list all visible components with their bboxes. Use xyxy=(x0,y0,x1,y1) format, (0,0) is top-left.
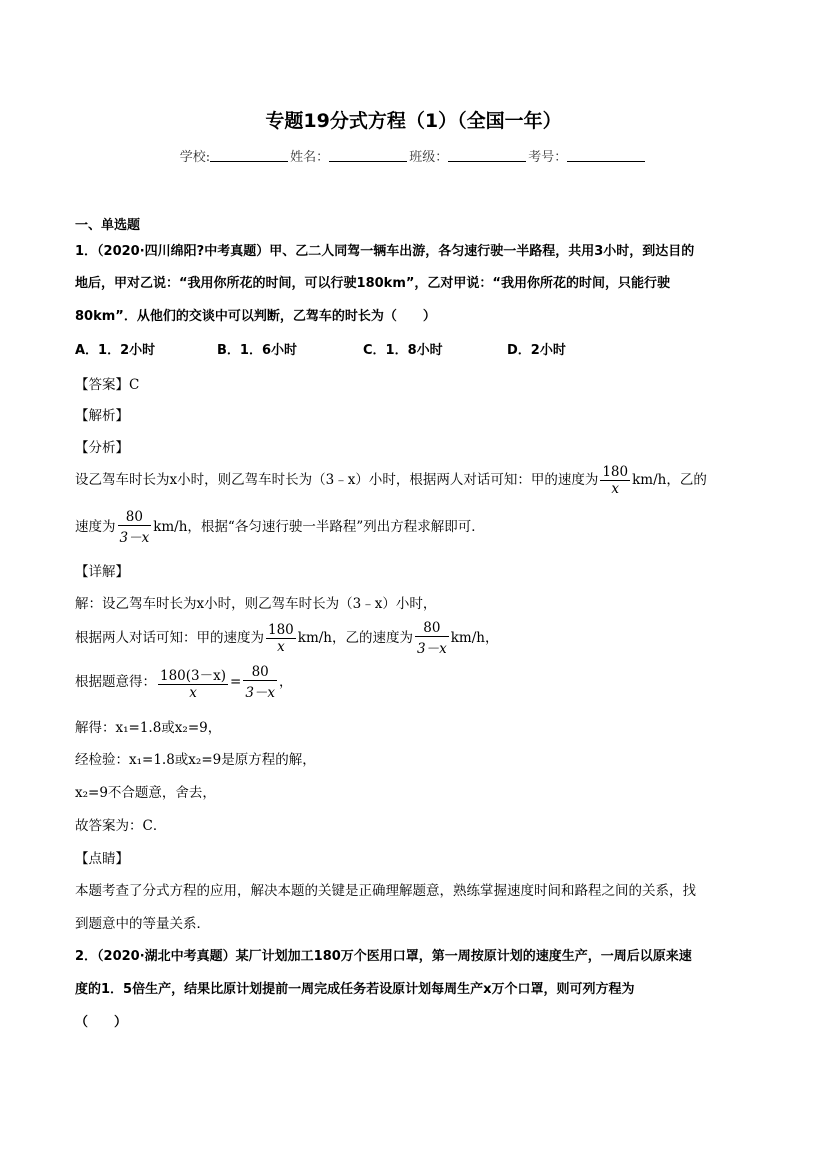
q1-text-line-2: 地后，甲对乙说：“我用你所花的时间，可以行驶180km”，乙对甲说：“我用你所花的时间，只能行驶 xyxy=(75,276,670,291)
q1-detail-text-b: km/h，乙的速度为 xyxy=(297,630,414,646)
q1-detail-text-c: km/h， xyxy=(450,630,499,646)
q1-option-a: A．1．2小时 xyxy=(75,343,156,358)
q1-fenxi-label: 【分析】 xyxy=(75,440,129,456)
q1-fenxi-line-2 xyxy=(75,509,485,546)
fraction-denominator: 3－x xyxy=(415,636,449,657)
fraction-numerator: 180 xyxy=(268,622,294,638)
fraction-180-over-x xyxy=(266,622,296,655)
section-heading: 一、单选题 xyxy=(75,218,141,233)
q1-options xyxy=(75,339,566,358)
q1-text-line-3: 80km”．从他们的交谈中可以判断，乙驾车的时长为（ ） xyxy=(75,309,436,324)
name-label: 姓名： xyxy=(290,150,330,165)
q1-detail-line-6: x₂=9不合题意，舍去， xyxy=(75,785,216,801)
q2-text-line-3: （ ） xyxy=(75,1015,128,1030)
student-info-line xyxy=(0,146,827,165)
q1-comment-label: 【点睛】 xyxy=(75,851,129,867)
fraction-equation-left xyxy=(158,664,228,701)
q1-detail-line-3 xyxy=(75,664,293,701)
exam-number-label: 考号： xyxy=(528,150,568,165)
class-blank[interactable] xyxy=(448,149,526,162)
q1-detail-text-e: ， xyxy=(279,674,293,690)
class-label: 班级： xyxy=(409,150,449,165)
q1-option-d: D．2小时 xyxy=(507,343,566,358)
q1-detail-line-4: 解得：x₁=1.8或x₂=9， xyxy=(75,720,222,736)
school-label: 学校: xyxy=(179,150,211,165)
fraction-denominator: x xyxy=(600,480,630,497)
q1-detail-line-7: 故答案为：C． xyxy=(75,818,167,834)
fraction-numerator: 180(3－x) xyxy=(160,668,227,684)
q1-detail-text-d: 根据题意得： xyxy=(75,674,156,690)
q1-detail-label: 【详解】 xyxy=(75,564,129,580)
fraction-numerator: 80 xyxy=(423,620,441,636)
q1-fenxi-text-d: km/h，根据“各匀速行驶一半路程”列出方程求解即可． xyxy=(153,519,485,535)
equals-sign: = xyxy=(230,674,242,690)
q1-answer: 【答案】C xyxy=(75,377,140,393)
fraction-180-over-x xyxy=(600,464,630,497)
fraction-numerator: 80 xyxy=(125,509,143,525)
q1-text-line-1: 1．（2020·四川绵阳?中考真题）甲、乙二人同驾一辆车出游，各匀速行驶一半路程，共用3小时，到达目的 xyxy=(75,244,695,259)
q1-detail-line-2 xyxy=(75,620,498,657)
q2-text-line-2: 度的1．5倍生产，结果比原计划提前一周完成任务若设原计划每周生产x万个口罩，则可列方程为 xyxy=(75,982,635,997)
q1-comment-line-1: 本题考查了分式方程的应用，解决本题的关键是正确理解题意，熟练掌握速度时间和路程之间的关系，找 xyxy=(75,883,696,899)
q1-fenxi-line-1 xyxy=(75,464,707,497)
q1-analysis-label: 【解析】 xyxy=(75,408,129,424)
q1-fenxi-text-c: 速度为 xyxy=(75,519,116,535)
name-blank[interactable] xyxy=(329,149,407,162)
q1-detail-line-1: 解：设乙驾车时长为x小时，则乙驾车时长为（3﹣x）小时， xyxy=(75,596,437,612)
fraction-numerator: 180 xyxy=(602,464,629,480)
q1-detail-text-a: 根据两人对话可知：甲的速度为 xyxy=(75,630,264,646)
fraction-numerator: 80 xyxy=(251,664,269,680)
q1-option-b: B．1．6小时 xyxy=(217,343,297,358)
q1-fenxi-text-b: km/h，乙的 xyxy=(632,472,707,488)
fraction-equation-right xyxy=(243,664,277,701)
q1-detail-line-5: 经检验：x₁=1.8或x₂=9是原方程的解， xyxy=(75,752,316,768)
exam-number-blank[interactable] xyxy=(567,149,645,162)
q1-comment-line-2: 到题意中的等量关系． xyxy=(75,916,210,932)
q1-option-c: C．1．8小时 xyxy=(363,343,443,358)
fraction-80-over-3-minus-x xyxy=(415,620,449,657)
q1-fenxi-text-a: 设乙驾车时长为x小时，则乙驾车时长为（3﹣x）小时，根据两人对话可知：甲的速度为 xyxy=(75,472,599,488)
document-title: 专题19分式方程（1）（全国一年） xyxy=(265,110,562,132)
school-blank[interactable] xyxy=(210,149,288,162)
q2-text-line-1: 2．（2020·湖北中考真题）某厂计划加工180万个医用口罩，第一周按原计划的速度生产，一周后以原来速 xyxy=(75,949,692,964)
fraction-denominator: 3－x xyxy=(118,525,152,546)
fraction-denominator: 3－x xyxy=(243,680,277,701)
fraction-denominator: x xyxy=(158,684,228,701)
fraction-80-over-3-minus-x xyxy=(118,509,152,546)
fraction-denominator: x xyxy=(266,638,296,655)
